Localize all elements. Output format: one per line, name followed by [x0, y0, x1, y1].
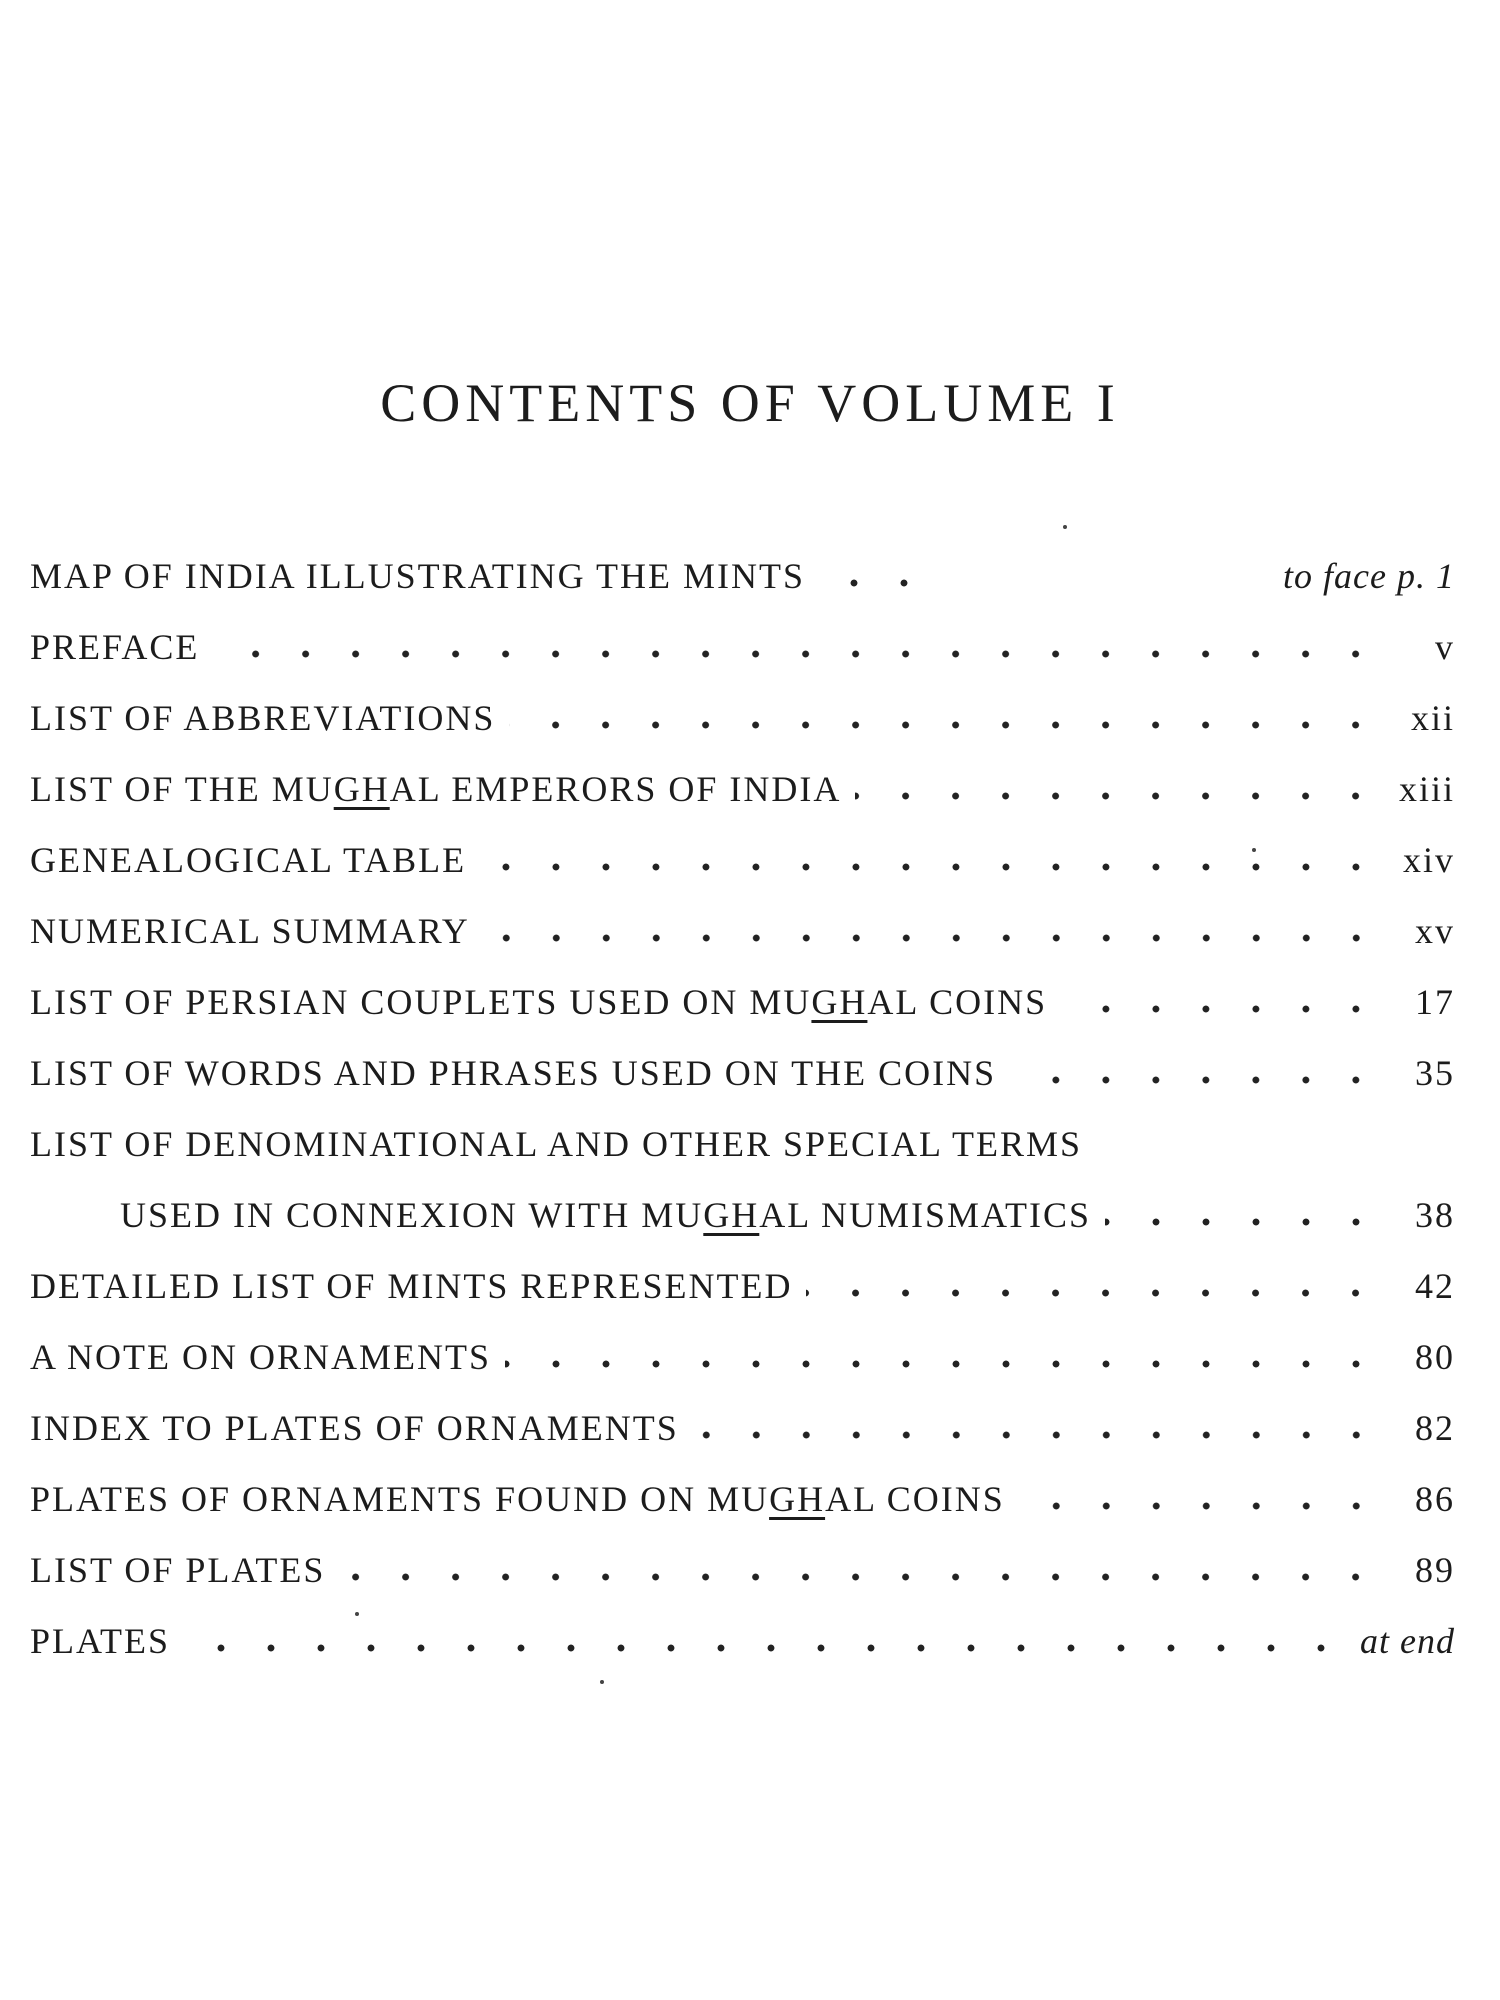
toc-entry-page: v — [1435, 627, 1455, 667]
page-title: CONTENTS OF VOLUME I — [380, 373, 1120, 433]
toc-entry — [30, 1265, 1455, 1336]
toc-entry — [30, 768, 1455, 839]
toc-entry-title: A NOTE ON ORNAMENTS — [30, 1337, 491, 1377]
dot-leader — [829, 578, 929, 588]
dot-leader — [1105, 1217, 1381, 1227]
dot-leader — [505, 1359, 1381, 1369]
toc-entry — [30, 1478, 1455, 1549]
dot-leader — [1061, 1004, 1381, 1014]
toc-entry-page: xii — [1410, 698, 1455, 738]
dot-leader — [693, 1430, 1381, 1440]
dot-leader — [1010, 1075, 1381, 1085]
print-speck — [1252, 848, 1256, 852]
toc-entry-title: LIST OF PLATES — [30, 1550, 326, 1590]
dot-leader — [509, 720, 1381, 730]
toc-entry-page: 42 — [1415, 1266, 1455, 1306]
dot-leader — [484, 933, 1381, 943]
toc-entry-page: xv — [1415, 911, 1455, 951]
table-of-contents — [30, 555, 1455, 1691]
toc-entry-title: PLATES — [30, 1621, 171, 1661]
toc-entry-page: 80 — [1415, 1337, 1455, 1377]
toc-entry-title: PREFACE — [30, 627, 200, 667]
dot-leader — [339, 1572, 1381, 1582]
print-speck — [1063, 525, 1067, 529]
dot-leader — [184, 1643, 1346, 1653]
toc-entry-title: LIST OF WORDS AND PHRASES USED ON THE COINS — [30, 1053, 997, 1093]
toc-entry-title: LIST OF ABBREVIATIONS — [30, 698, 496, 738]
toc-entry-title-line2: USED IN CONNEXION WITH MUGHAL NUMISMATICS — [120, 1195, 1091, 1235]
toc-entry-title: DETAILED LIST OF MINTS REPRESENTED — [30, 1266, 793, 1306]
toc-entry — [30, 1620, 1455, 1691]
toc-entry — [30, 981, 1455, 1052]
toc-entry-page: 86 — [1415, 1479, 1455, 1519]
dot-leader — [806, 1288, 1381, 1298]
toc-entry-page: to face p. 1 — [1283, 556, 1455, 596]
toc-entry-title: INDEX TO PLATES OF ORNAMENTS — [30, 1408, 679, 1448]
toc-entry-page: at end — [1360, 1621, 1455, 1661]
toc-entry — [30, 555, 1455, 626]
dot-leader — [1019, 1501, 1381, 1511]
toc-entry-page: xiv — [1402, 840, 1455, 880]
toc-entry-page: 17 — [1415, 982, 1455, 1022]
toc-entry-page: 35 — [1415, 1053, 1455, 1093]
toc-entry — [30, 1123, 1455, 1265]
toc-entry-title: GENEALOGICAL TABLE — [30, 840, 467, 880]
toc-entry-page: 38 — [1415, 1195, 1455, 1235]
toc-entry — [30, 626, 1455, 697]
toc-entry-title-line1: LIST OF DENOMINATIONAL AND OTHER SPECIAL TERMS — [30, 1124, 1083, 1164]
toc-entry — [30, 1336, 1455, 1407]
dot-leader — [480, 862, 1381, 872]
toc-entry — [30, 1052, 1455, 1123]
toc-entry-title: MAP OF INDIA ILLUSTRATING THE MINTS — [30, 556, 806, 596]
toc-entry — [30, 697, 1455, 768]
print-speck — [355, 1612, 359, 1616]
toc-entry-title: LIST OF PERSIAN COUPLETS USED ON MUGHAL COINS — [30, 982, 1048, 1022]
toc-entry — [30, 839, 1455, 910]
toc-entry-page: 89 — [1415, 1550, 1455, 1590]
toc-entry-title: PLATES OF ORNAMENTS FOUND ON MUGHAL COINS — [30, 1479, 1005, 1519]
toc-entry — [30, 1549, 1455, 1620]
dot-leader — [213, 649, 1381, 659]
toc-entry — [30, 1407, 1455, 1478]
dot-leader — [855, 791, 1381, 801]
toc-entry-title: LIST OF THE MUGHAL EMPERORS OF INDIA — [30, 769, 842, 809]
toc-entry-page: xiii — [1398, 769, 1455, 809]
print-speck — [600, 1680, 604, 1684]
toc-entry-page: 82 — [1415, 1408, 1455, 1448]
toc-entry — [30, 910, 1455, 981]
toc-entry-title: NUMERICAL SUMMARY — [30, 911, 470, 951]
